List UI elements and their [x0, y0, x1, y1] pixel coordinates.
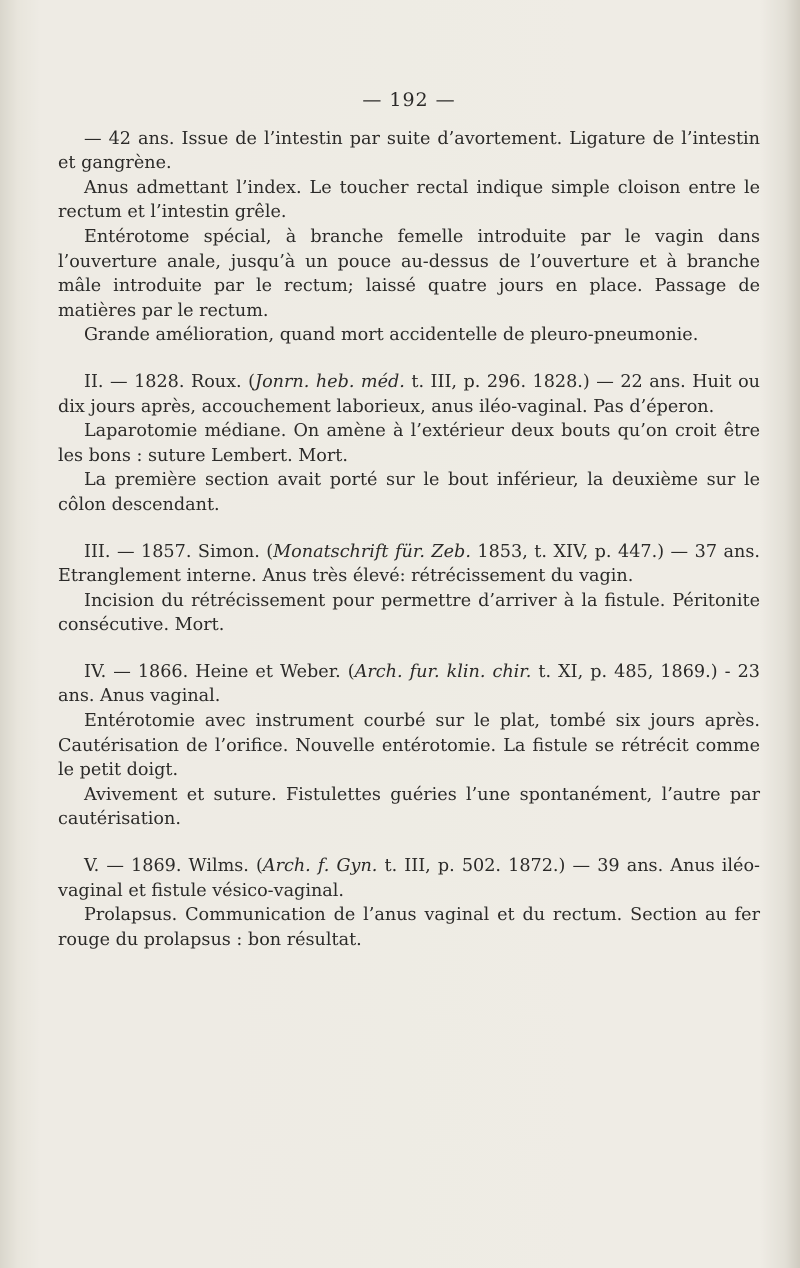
case-heading-iii: III. — 1857. Simon. (Monatschrift für. Zeb. 1853, t. XIV, p. 447.) — 37 ans. Etranglement interne. Anus très élevé: rétrécissement du vagin.	[58, 541, 760, 587]
paragraph-case-iv-treatment: Entérotomie avec instrument courbé sur le plat, tombé six jours après. Cautérisation de l’orifice. Nouvelle entérotomie. La fistule se rétrécit comme le petit doigt.	[58, 711, 760, 781]
page-text	[58, 88, 760, 952]
paragraph-case-v-treatment: Prolapsus. Communication de l’anus vaginal et du rectum. Section au fer rouge du prolapsus : bon résultat.	[58, 905, 760, 950]
paragraph-case-i-exam: Anus admettant l’index. Le toucher rectal indique simple cloison entre le rectum et l’intestin grêle.	[58, 177, 760, 223]
page-number: — 192 —	[362, 89, 456, 111]
paragraph-case-i-outcome: Grande amélioration, quand mort accidentelle de pleuro-pneumonie.	[84, 325, 699, 346]
paragraph-case-ii-treatment: Laparotomie médiane. On amène à l’extérieur deux bouts qu’on croit être les bons : suture Lembert. Mort.	[58, 421, 760, 466]
paragraph-case-i-treatment: Entérotome spécial, à branche femelle introduite par le vagin dans l’ouverture anale, jusqu’à un pouce au-dessus de l’ouverture et à branche mâle introduite par le rectum; laissé quatre jours en place. Passage de matières par le rectum.	[58, 226, 760, 321]
paragraph-case-ii-note: La première section avait porté sur le bout inférieur, la deuxième sur le côlon descendant.	[58, 470, 760, 515]
case-heading-v: V. — 1869. Wilms. (Arch. f. Gyn. t. III, p. 502. 1872.) — 39 ans. Anus iléo-vaginal et fistule vésico-vaginal.	[58, 856, 761, 901]
case-heading-iv: IV. — 1866. Heine et Weber. (Arch. fur. klin. chir. t. XI, p. 485, 1869.) - 23 ans. Anus vaginal.	[58, 661, 760, 707]
case-heading-ii: II. — 1828. Roux. (Jonrn. heb. méd. t. III, p. 296. 1828.) — 22 ans. Huit ou dix jours après, accouchement laborieux, anus iléo-vaginal. Pas d’éperon.	[58, 371, 760, 417]
paragraph-case-iv-outcome: Avivement et suture. Fistulettes guéries l’une spontanément, l’autre par cautérisation.	[58, 784, 760, 830]
paragraph-case-i-intro: — 42 ans. Issue de l’intestin par suite d’avortement. Ligature de l’intestin et gangrène.	[58, 128, 760, 174]
paragraph-case-iii-treatment: Incision du rétrécissement pour permettre d’arriver à la fistule. Péritonite consécutive. Mort.	[58, 590, 760, 636]
